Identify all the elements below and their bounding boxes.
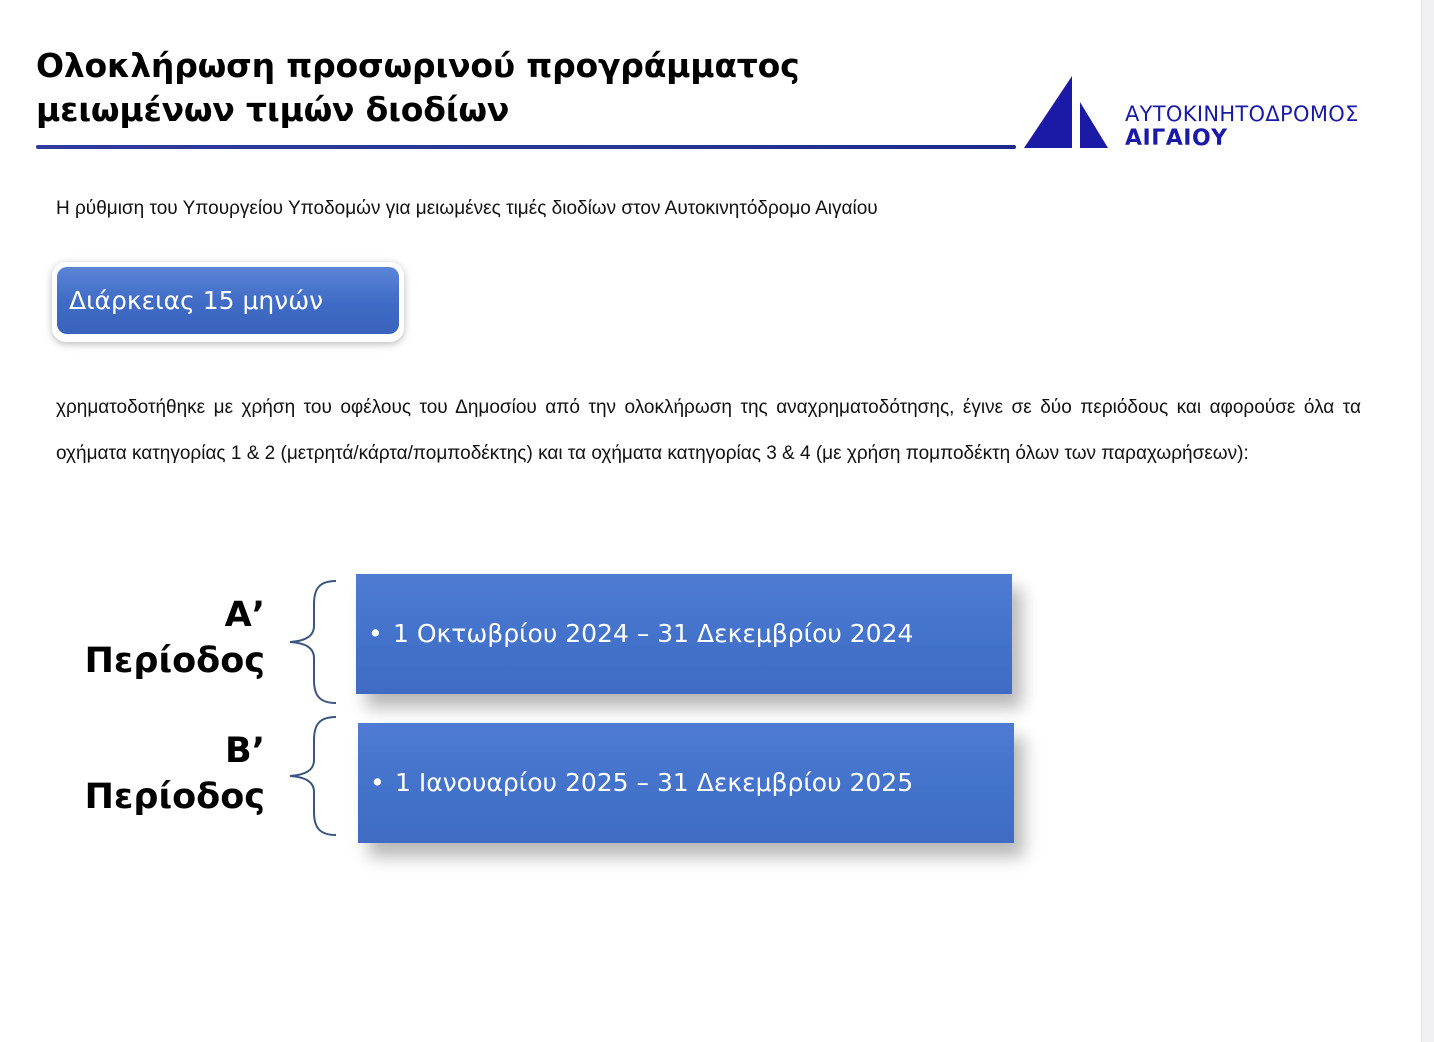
logo-text-line-1: ΑΥΤΟΚΙΝΗΤΟΔΡΟΜΟΣ xyxy=(1125,102,1359,126)
title-line-2: μειωμένων τιμών διοδίων xyxy=(36,90,510,129)
curly-brace-icon xyxy=(282,578,342,706)
page-title xyxy=(36,44,800,132)
triangle-road-logo-icon xyxy=(1020,74,1120,154)
period-b-letter: Β’ xyxy=(225,731,265,771)
period-b-word: Περίοδος xyxy=(84,777,265,817)
period-a-letter: Α’ xyxy=(224,595,265,635)
period-a-box xyxy=(356,574,1012,694)
period-b-label xyxy=(60,728,265,820)
period-a-label xyxy=(60,592,265,684)
duration-label: Διάρκειας 15 μηνών xyxy=(57,267,399,334)
title-underline xyxy=(36,145,1016,149)
body-paragraph: χρηματοδοτήθηκε με χρήση του οφέλους του Δημοσίου από την ολοκλήρωση της αναχρηματοδότησης, έγινε σε δύο περιόδους και αφορούσε όλα τα οχήματα κατηγορίας 1 & 2 (μετρητά/κάρτα/πομποδέκτης) και τα οχήματα κατηγορίας 3 & 4 (με χρήση πομποδέκτη όλων των παραχωρήσεων): xyxy=(56,397,1361,464)
period-a-word: Περίοδος xyxy=(84,641,265,681)
window-right-edge xyxy=(1421,0,1434,1042)
bullet-icon: • xyxy=(370,768,385,797)
period-a-dates: 1 Οκτωβρίου 2024 – 31 Δεκεμβρίου 2024 xyxy=(393,619,914,648)
company-logo xyxy=(1020,74,1410,154)
bullet-icon: • xyxy=(368,619,383,648)
period-b-dates: 1 Ιανουαρίου 2025 – 31 Δεκεμβρίου 2025 xyxy=(395,768,914,797)
duration-badge xyxy=(52,262,404,342)
title-line-1: Ολοκλήρωση προσωρινού προγράμματος xyxy=(36,46,800,85)
period-b-box xyxy=(358,723,1014,843)
curly-brace-icon xyxy=(282,714,342,838)
logo-text-line-2: ΑΙΓΑΙΟΥ xyxy=(1125,126,1228,151)
intro-text: Η ρύθμιση του Υπουργείου Υποδομών για μειωμένες τιμές διοδίων στον Αυτοκινητόδρομο Αιγαίου xyxy=(56,198,878,219)
